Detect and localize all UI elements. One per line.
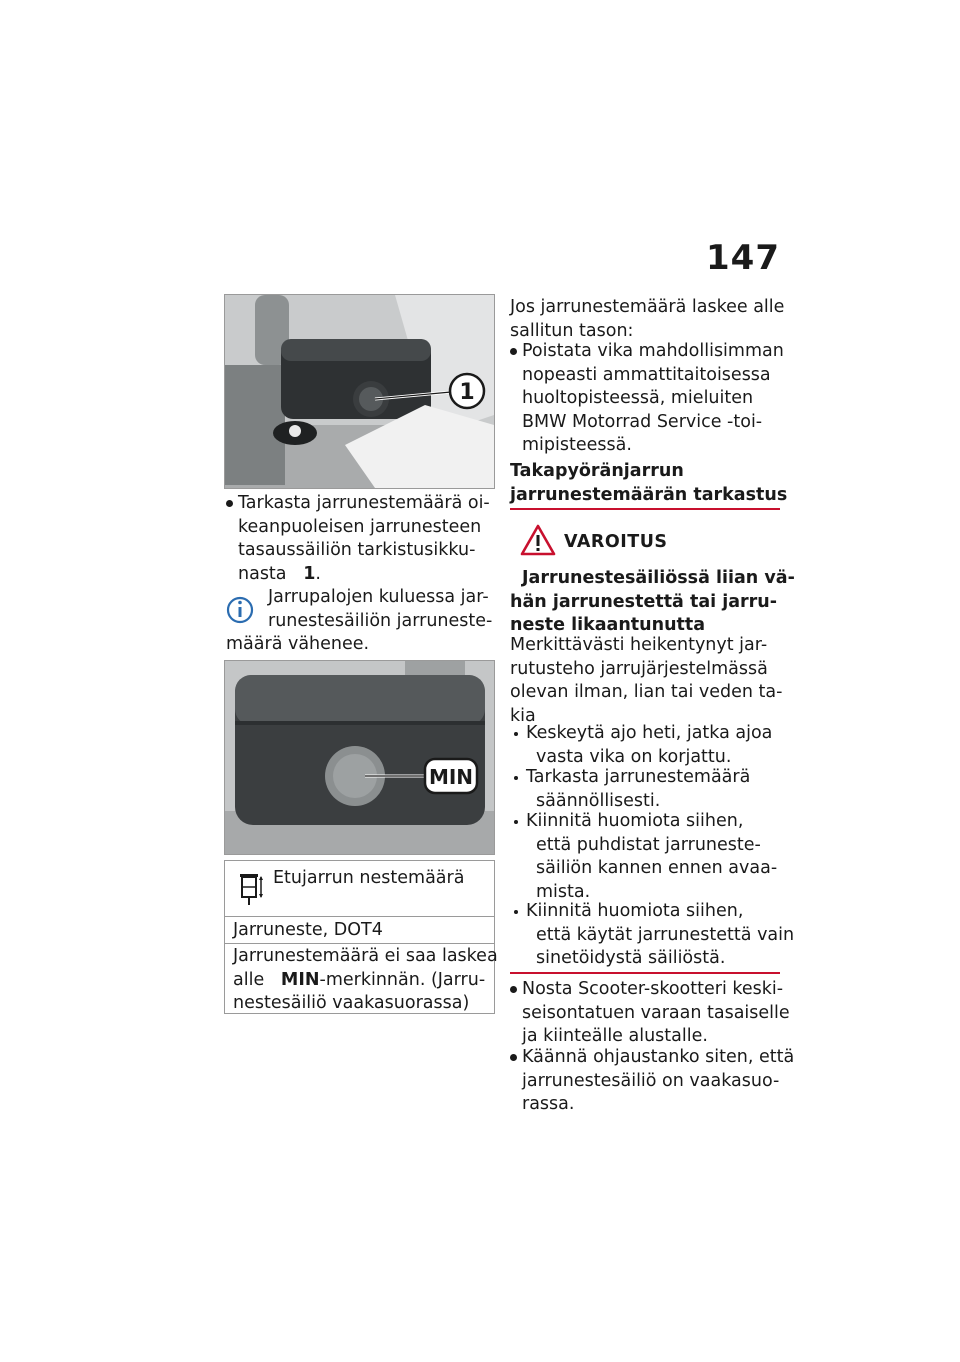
warning-bottom-rule bbox=[510, 972, 780, 974]
bullet-line: Käännä ohjaustanko siten, että bbox=[522, 1047, 795, 1067]
warning-bullet-line: Tarkasta jarrunestemäärä bbox=[526, 767, 751, 787]
spec-line-prefix: alle bbox=[233, 969, 270, 990]
bullet-line: tasaussäiliön tarkistusikku- bbox=[238, 540, 476, 560]
spec-min-ref: MIN bbox=[280, 969, 320, 990]
bullet-dot-icon bbox=[514, 732, 518, 736]
bullet-dot-icon bbox=[226, 500, 233, 507]
spec-box bbox=[224, 860, 498, 1014]
min-marking-photo bbox=[224, 660, 495, 855]
bullet-line: BMW Motorrad Service -toi- bbox=[522, 411, 763, 432]
figure-callout-1: 1 bbox=[459, 380, 475, 405]
section-heading bbox=[510, 460, 788, 507]
bullet-line: keanpuoleisen jarrunesteen bbox=[238, 516, 482, 537]
bullet-line: huoltopisteessä, mieluiten bbox=[522, 388, 754, 408]
info-line: määrä vähenee. bbox=[226, 634, 370, 654]
spec-divider bbox=[225, 943, 494, 944]
intro-line: Jos jarrunestemäärä laskee alle bbox=[510, 297, 785, 317]
warning-body-line: olevan ilman, lian tai veden ta- bbox=[510, 682, 783, 702]
warning-title-line: hän jarrunestettä tai jarru- bbox=[510, 591, 778, 612]
warning-body-line: rutusteho jarrujärjestelmässä bbox=[510, 658, 768, 679]
min-label: MIN bbox=[428, 765, 474, 789]
spec-title: Etujarrun nestemäärä bbox=[273, 868, 465, 888]
bullet-line-suffix: . bbox=[315, 563, 321, 584]
brake-reservoir-photo bbox=[224, 294, 495, 489]
spec-line bbox=[233, 969, 495, 993]
bullet-line bbox=[238, 563, 490, 587]
warning-label: VAROITUS bbox=[564, 532, 668, 552]
warning-body-line: Merkittävästi heikentynyt jar- bbox=[510, 635, 768, 655]
warning-bullet-line: vasta vika on korjattu. bbox=[536, 746, 732, 767]
bullet-line: ja kiinteälle alustalle. bbox=[522, 1026, 708, 1046]
spec-line: nestesäiliö vaakasuorassa) bbox=[233, 993, 470, 1013]
bullet-dot-icon bbox=[514, 820, 518, 824]
info-note bbox=[226, 586, 496, 657]
page-number: 147 bbox=[706, 238, 780, 278]
warning-bullet-line: mista. bbox=[536, 881, 591, 902]
spec-row-level bbox=[233, 945, 498, 1016]
spec-divider bbox=[225, 916, 494, 917]
bullet-line: mipisteessä. bbox=[522, 435, 632, 455]
warning-title-line: neste likaantunutta bbox=[510, 615, 706, 635]
bullet-line-prefix: nasta bbox=[238, 563, 293, 584]
warning-bullet-line: Kiinnitä huomiota siihen, bbox=[526, 901, 744, 921]
bullet-line: Nosta Scooter-skootteri keski- bbox=[522, 979, 784, 999]
warning-top-rule bbox=[510, 508, 780, 510]
bullet-line: Poistata vika mahdollisimman bbox=[522, 341, 784, 361]
callout-ref: 1 bbox=[303, 563, 316, 584]
spec-line-suffix: -merkinnän. (Jarru- bbox=[319, 969, 486, 990]
bullet-line: Tarkasta jarrunestemäärä oi- bbox=[238, 493, 490, 513]
bullet-line: jarrunestesäiliö on vaakasuo- bbox=[522, 1070, 780, 1091]
intro-line: sallitun tason: bbox=[510, 320, 634, 341]
bullet-dot-icon bbox=[514, 776, 518, 780]
warning-title bbox=[510, 567, 795, 638]
intro-text bbox=[510, 296, 785, 343]
warning-title-line: Jarrunestesäiliössä liian vä- bbox=[522, 568, 795, 588]
bullet-line: seisontatuen varaan tasaiselle bbox=[522, 1002, 790, 1023]
warning-bullet-line: säännöllisesti. bbox=[536, 790, 661, 811]
bullet-dot-icon bbox=[510, 1054, 517, 1061]
warning-bullet-line: säiliön kannen ennen avaa- bbox=[536, 858, 778, 878]
bullet-dot-icon bbox=[510, 986, 517, 993]
heading-line: jarrunestemäärän tarkastus bbox=[510, 484, 788, 505]
bullet-dot-icon bbox=[510, 348, 517, 355]
info-line: Jarrupalojen kuluessa jar- bbox=[268, 587, 489, 607]
heading-line: Takapyöränjarrun bbox=[510, 461, 684, 481]
warning-bullet-line: Keskeytä ajo heti, jatka ajoa bbox=[526, 723, 773, 743]
spec-line: Jarrunestemäärä ei saa laskea bbox=[233, 946, 498, 966]
bullet-line: nopeasti ammattitaitoisessa bbox=[522, 364, 771, 385]
fluid-level-icon bbox=[237, 869, 267, 907]
warning-bullet-line: Kiinnitä huomiota siihen, bbox=[526, 811, 744, 831]
info-line: runestesäiliön jarruneste- bbox=[268, 610, 493, 631]
spec-row-fluid: Jarruneste, DOT4 bbox=[233, 920, 383, 940]
warning-bullet-line: että puhdistat jarruneste- bbox=[536, 834, 761, 855]
warning-bullet-line: että käytät jarrunestettä vain bbox=[536, 924, 795, 945]
warning-body-line: kia bbox=[510, 705, 536, 726]
warning-triangle-icon bbox=[520, 524, 556, 556]
warning-body bbox=[510, 634, 782, 728]
bullet-line: rassa. bbox=[522, 1094, 575, 1114]
warning-bullet-line: sinetöidystä säiliöstä. bbox=[536, 948, 726, 968]
bullet-dot-icon bbox=[514, 910, 518, 914]
